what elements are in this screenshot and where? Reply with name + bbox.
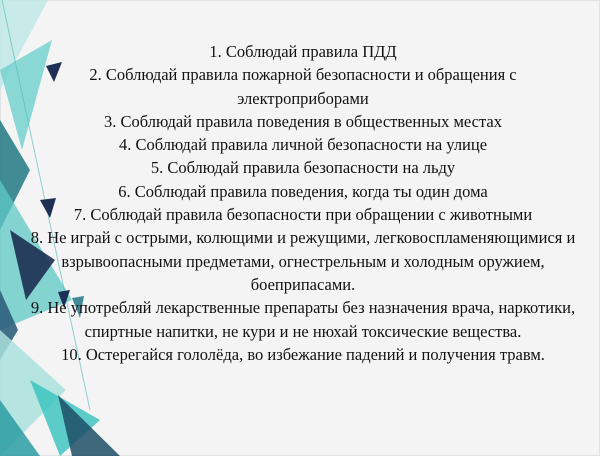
rule-item: 3. Соблюдай правила поведения в общественных местах [104, 111, 502, 131]
rule-item: 8. Не играй с острыми, колющими и режущими, легковоспламеняющимися и взрывоопасными предметами, огнестрельным и холодным оружием, боеприпасами. [30, 228, 576, 294]
rule-item: 7. Соблюдай правила безопасности при обращении с животными [73, 205, 533, 225]
rule-item: 10. Остерегайся гололёда, во избежание падений и получения травм. [61, 344, 545, 364]
rules-list [28, 40, 578, 366]
rule-item: 2. Соблюдай правила пожарной безопасности и обращения с электроприборами [89, 65, 517, 108]
rule-item: 9. Не употребляй лекарственные препараты без назначения врача, наркотики, спиртные напитки, не кури и не нюхай токсические вещества. [30, 298, 576, 341]
rule-item: 1. Соблюдай правила ПДД [209, 42, 397, 61]
rule-item: 6. Соблюдай правила поведения, когда ты один дома [118, 181, 488, 201]
rule-item: 4. Соблюдай правила личной безопасности на улице [118, 135, 488, 155]
rule-item: 5. Соблюдай правила безопасности на льду [150, 158, 456, 178]
